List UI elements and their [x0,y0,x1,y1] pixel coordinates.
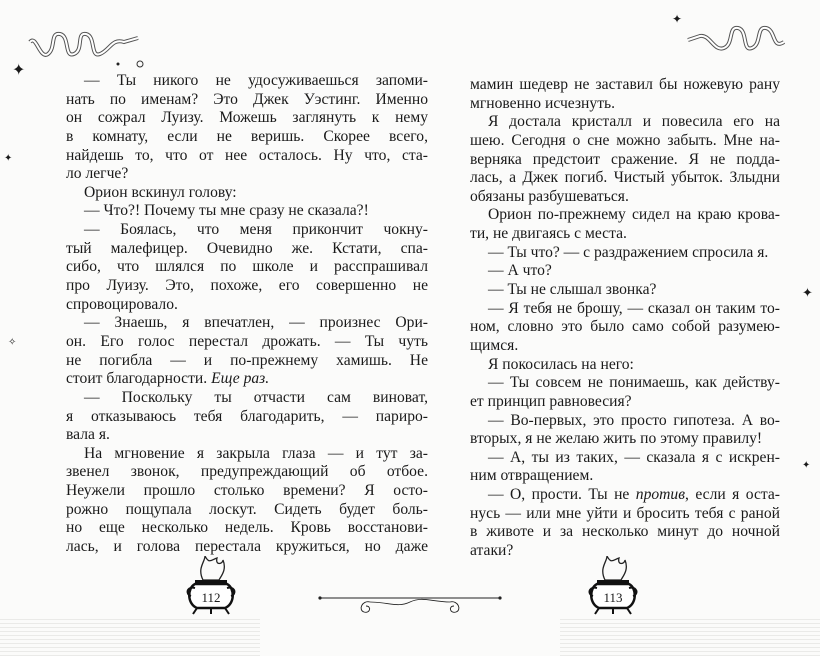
text-line [66,352,428,371]
text-segment: звенел звонок, предупреждающий об отбое. [66,463,428,481]
text-line [470,356,780,375]
star-icon: ✧ [8,337,17,348]
text-line [66,370,428,389]
text-line [66,445,428,464]
text-segment: Я покосилась на него: [488,355,634,373]
text-segment: На мгновение я закрыла глаза — и тут за- [84,444,428,462]
text-segment: найдешь то, что от нее осталось. Ну что, ста- [66,146,428,164]
text-segment: обязаны разбушеваться. [470,187,629,205]
text-line [66,202,428,221]
text-line [66,184,428,203]
text-segment: стоит благодарности. [66,370,212,388]
text-segment: тый малефицер. Очевидно же. Кстати, спа- [66,239,428,257]
snake-ornament-icon [680,18,790,62]
text-segment: нусь — или мне уйти и бросить тебя с раной [470,504,780,522]
text-segment: лась, а Джек погиб. Чистый убыток. Злыдни [470,169,780,187]
right-page [410,0,820,656]
text-segment: он. Его голос перестал дрожать. — Ты чуть [66,332,428,350]
text-line [470,505,780,524]
text-segment: я отказываюсь тебя благодарить, — париро- [66,407,428,425]
text-segment: — Поскольку ты отчасти сам виноват, [84,388,428,406]
text-line [66,426,428,445]
text-segment: — Что?! Почему ты мне сразу не сказала?! [84,202,369,220]
text-line [470,188,780,207]
floor-texture [560,618,820,656]
text-line [470,95,780,114]
text-segment: ним отвращением. [470,467,594,485]
star-icon: ✦ [802,285,813,300]
text-segment: вторых, я не желаю жить по этому правилу! [470,430,763,448]
text-line [66,165,428,184]
text-line [470,262,780,281]
text-segment: Я достала кристалл и повесила его на [488,113,780,131]
text-line [470,523,780,542]
text-segment: не погибла — и по-прежнему хамишь. Не [66,351,428,369]
text-line [66,147,428,166]
text-segment: Орион по-прежнему сидел на краю крова- [488,206,780,224]
text-line [470,300,780,319]
text-line [66,128,428,147]
text-segment: , если я оста- [685,486,780,504]
text-line [470,430,780,449]
text-line [66,277,428,296]
text-line [66,91,428,110]
text-line [470,225,780,244]
text-line [66,221,428,240]
star-icon: ✦ [12,62,26,79]
text-line [470,393,780,412]
text-segment: он сожрал Луизу. Можешь заглянуть к нему [66,109,428,127]
text-segment: про Луизу. Это, похоже, его совершенно не [66,277,428,295]
text-line [470,318,780,337]
text-segment: — Во-первых, это просто гипотеза. А во- [488,411,780,429]
text-line [470,374,780,393]
text-line [66,501,428,520]
text-segment: рожно пощупала лоскут. Сидеть будет боль- [66,500,428,518]
text-segment: Неужели прошло столько времени? Я осто- [66,482,428,500]
cauldron-icon [585,556,641,616]
scroll-divider-ornament [318,590,502,618]
text-line [66,463,428,482]
text-segment: — Знаешь, я впечатлен, — произнес Ори- [84,314,428,332]
text-line [66,109,428,128]
text-line [66,72,428,91]
page-number: 113 [603,590,623,605]
text-segment: — А что? [488,262,552,280]
text-segment: ло легче? [66,165,129,183]
text-line [470,113,780,132]
text-segment: атаки? [470,542,514,560]
text-segment: нать по именам? Это Джек Уэстинг. Именно [66,90,428,108]
text-line [470,449,780,468]
text-line [66,258,428,277]
text-segment: вала я. [66,426,110,444]
text-line [470,412,780,431]
text-line [66,333,428,352]
star-icon: ✦ [802,460,811,471]
italic-text: Еще раз. [211,370,270,388]
text-segment: в животе и за несколько минут до ночной [470,523,780,541]
text-segment: верняка предстоит сражение. Я не подда- [470,150,780,168]
text-line [66,296,428,315]
text-segment: в комнату, если не веришь. Скорее всего, [66,127,428,145]
text-segment: лась, и голова перестала кружиться, но даже [66,538,428,556]
text-segment: но еще несколько недель. Кровь восстанови- [66,519,428,537]
text-segment: — Я тебя не брошу, — сказал он таким то- [488,299,780,317]
text-line [66,240,428,259]
text-line [470,281,780,300]
text-line [470,206,780,225]
text-segment: Орион вскинул голову: [84,183,237,201]
text-line [470,169,780,188]
right-page-text [470,76,780,561]
text-segment: — Ты не слышал звонка? [488,281,657,299]
star-icon: ✦ [4,153,13,164]
snake-ornament-icon [28,24,153,72]
star-icon: ✦ [672,12,683,26]
text-segment: — Боялась, что меня прикончит чокну- [84,221,428,239]
text-line [470,467,780,486]
text-line [66,408,428,427]
text-segment: ет принцип равновесия? [470,392,632,410]
text-segment: сибо, что шлялся по школе и расспрашивал [66,258,428,276]
text-segment: спровоцировало. [66,295,178,313]
text-line [470,76,780,95]
text-segment: мгновенно исчезнуть. [470,94,616,112]
text-line [66,538,428,557]
text-segment: — Ты что? — с раздражением спросила я. [488,243,769,261]
text-segment: — А, ты из таких, — сказала я с искрен- [488,448,780,466]
text-line [66,389,428,408]
text-segment: — О, прости. Ты не [488,486,636,504]
left-page-text [66,72,428,557]
text-line [470,337,780,356]
text-line [470,244,780,263]
text-segment: мамин шедевр не заставил бы ножевую рану [470,76,780,93]
italic-text: против [635,486,685,504]
text-line [66,482,428,501]
page-number: 112 [201,590,221,605]
text-line [470,132,780,151]
text-segment: — Ты никого не удосуживаешься запоми- [84,72,428,89]
text-segment: — Ты совсем не понимаешь, как действу- [488,374,780,392]
cauldron-icon [183,556,239,616]
text-segment: ти, не двигаясь с места. [470,225,627,243]
text-line [66,314,428,333]
text-segment: ном, словно это было само собой разумею- [470,318,780,336]
text-line [470,151,780,170]
text-line [66,519,428,538]
text-line [470,486,780,505]
text-segment: щимся. [470,336,519,354]
floor-texture [0,618,260,656]
text-segment: шею. Сегодня о сне можно забыть. Мне на- [470,131,780,149]
